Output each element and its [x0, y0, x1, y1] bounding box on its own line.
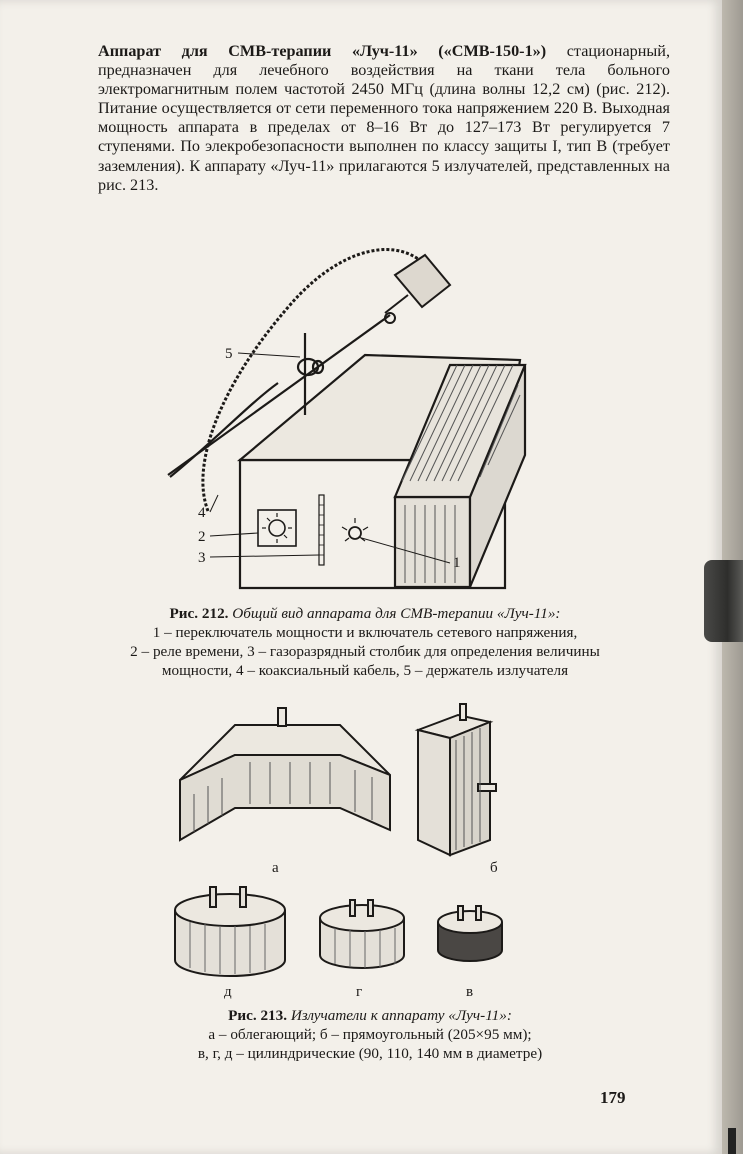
- emitter-head: [385, 255, 450, 323]
- label-v: в: [466, 984, 474, 1000]
- label-d: д: [224, 984, 232, 1000]
- device-title: Аппарат для СМВ-терапии «Луч-11» («СМВ-150-1»): [98, 42, 547, 60]
- figure-212-caption-line2: 2 – реле времени, 3 – газоразрядный столбик для определения величины: [130, 643, 600, 660]
- label-a: а: [272, 860, 279, 876]
- figure-213-caption-line1: а – облегающий; б – прямоугольный (205×95 мм);: [208, 1026, 532, 1043]
- callout-2: 2: [198, 529, 206, 545]
- corner-mark: [728, 1128, 736, 1154]
- callout-1: 1: [453, 555, 461, 571]
- figure-213-caption-line2: в, г, д – цилиндрические (90, 110, 140 мм в диаметре): [197, 1045, 543, 1062]
- label-g: г: [356, 984, 363, 1000]
- figure-213-label: Рис. 213.: [228, 1007, 288, 1024]
- intro-paragraph: [98, 42, 670, 195]
- emitter-d-top: [175, 894, 285, 926]
- figure-212-caption-line1: 1 – переключатель мощности и включатель сетевого напряжения,: [152, 624, 578, 641]
- emitter-a-body: [180, 755, 390, 840]
- radiator-front: [395, 497, 470, 587]
- figure-213-title: Излучатели к аппарату «Луч-11»:: [290, 1007, 512, 1024]
- intro-text: стационарный, предназначен для лечебного воздействия на ткани тела больного электромагнитным полем частотой 2450 МГц (длина волны 12,2 см) (рис. 212). Питание осуществляется от сети переменного тока напряжением 220 В. Выходная мощность аппарата в пределах от 8–16 Вт до 127–173 Вт регулируется 7 ступенями. По элекробезопасности выполнен по классу защиты I, тип В (требует заземления). К аппарату «Луч-11» прилагаются 5 излучателей, представленных на рис. 213.: [98, 42, 670, 194]
- emitter-v-top: [438, 911, 502, 933]
- figure-213-illustration: [160, 700, 540, 1000]
- callout-4: 4: [198, 505, 206, 521]
- callout-5: 5: [225, 346, 233, 362]
- thumb-index-tab: [704, 560, 743, 642]
- figure-212-illustration: [150, 215, 570, 595]
- figure-212-title: Общий вид аппарата для СМВ-терапии «Луч-11»:: [232, 605, 561, 622]
- label-b: б: [490, 860, 498, 876]
- figure-213-caption: [90, 1006, 650, 1063]
- emitter-b-front: [418, 730, 450, 855]
- callout-3: 3: [198, 550, 206, 566]
- figure-212-caption-line3: мощности, 4 – коаксиальный кабель, 5 – держатель излучателя: [161, 662, 569, 679]
- figure-212-label: Рис. 212.: [169, 605, 229, 622]
- page-number: 179: [600, 1088, 626, 1107]
- emitter-g-top: [320, 905, 404, 931]
- figure-212-caption: [60, 604, 670, 680]
